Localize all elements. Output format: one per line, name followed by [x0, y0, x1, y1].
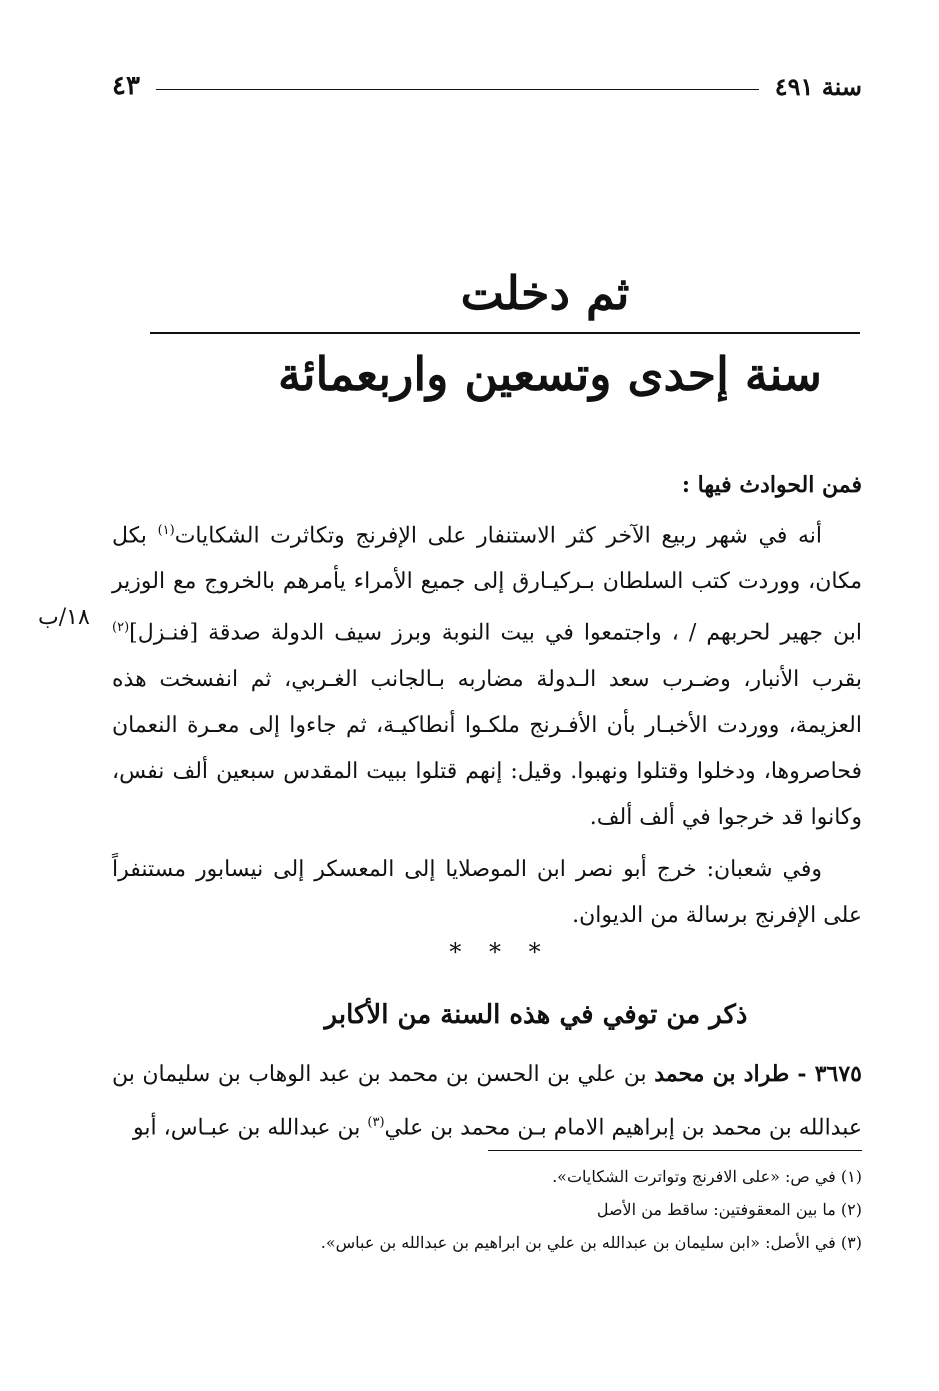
- section-separator: * * *: [449, 938, 551, 966]
- header-rule: [156, 89, 759, 90]
- title-line-2: سنة إحدى وتسعين واربعمائة: [278, 347, 822, 401]
- footnote-1: (١) في ص: «على الافرنج وتواترت الشكايات».: [552, 1167, 862, 1186]
- subheading: ذكر من توفي في هذه السنة من الأكابر: [324, 1000, 748, 1030]
- manuscript-folio-note: ١٨/ب: [38, 605, 90, 630]
- biography-entry: [112, 1050, 862, 1152]
- footnote-ref-2: (٢): [112, 620, 130, 636]
- page-number: ٤٣: [112, 71, 140, 101]
- entry-text-a: بن علي بن الحسن بن محمد بن عبد الوهاب بن سليمان بن عبدالله بن محمد بن إبراهيم الامام بـن محمد بن علي: [112, 1062, 862, 1141]
- entry-text: [112, 1050, 862, 1152]
- paragraph-1-text-a: أنه في شهر ربيع الآخر كثر الاستنفار على الإفرنج وتكاثرت الشكايات: [174, 523, 822, 549]
- body-text: [112, 462, 862, 939]
- entry-number-name: ٣٦٧٥ - طراد بن محمد: [654, 1061, 862, 1087]
- paragraph-1-text-c: بقرب الأنبار، وضـرب سعد الـدولة مضاربه بـالجانب الغـربي، ثم انفسخت هذه العزيمة، ووردت الأخبـار بأن الأفـرنج ملكـوا أنطاكيـة، ثم جاءوا إلى معـرة النعمان فحاصروها، ودخلوا وقتلوا ونهبوا. وقيل: إنهم قتلوا ببيت المقدس سبعين ألف نفس، وكانوا قد خرجوا في ألف ألف.: [112, 666, 862, 830]
- footnote-ref-1: (١): [157, 523, 175, 538]
- footnote-ref-3: (٣): [367, 1115, 385, 1130]
- running-title: سنة ٤٩١: [774, 71, 862, 101]
- paragraph-1: [112, 508, 862, 841]
- footnote-rule: [488, 1150, 862, 1151]
- paragraph-1-text-b: بكل مكان، ووردت كتب السلطان بـركيـارق إلى جميع الأمراء يأمرهم بالخروج مع الوزير ابن جهير لحربهم / ، واجتمعوا في بيت النوبة وبرز سيف الدولة صدقة [فنـزل]: [112, 523, 862, 646]
- footnote-3: (٣) في الأصل: «ابن سليمان بن عبدالله بن علي بن ابراهيم بن عبدالله بن عباس».: [320, 1233, 862, 1252]
- entry-text-b: بن عبدالله بن عبـاس، أبو: [133, 1115, 368, 1141]
- chapter-title: [120, 262, 860, 408]
- title-line-1: ثم دخلت: [460, 266, 630, 320]
- section-heading: فمن الحوادث فيها :: [681, 472, 862, 498]
- footnotes: [112, 1160, 862, 1259]
- footnote-2: (٢) ما بين المعقوفتين: ساقط من الأصل: [596, 1200, 862, 1219]
- running-header: [112, 66, 862, 106]
- title-rule: [150, 332, 860, 334]
- paragraph-2: وفي شعبان: خرج أبو نصر ابن الموصلايا إلى المعسكر إلى نيسابور مستنفراً على الإفرنج برسالة من الديوان.: [112, 856, 862, 928]
